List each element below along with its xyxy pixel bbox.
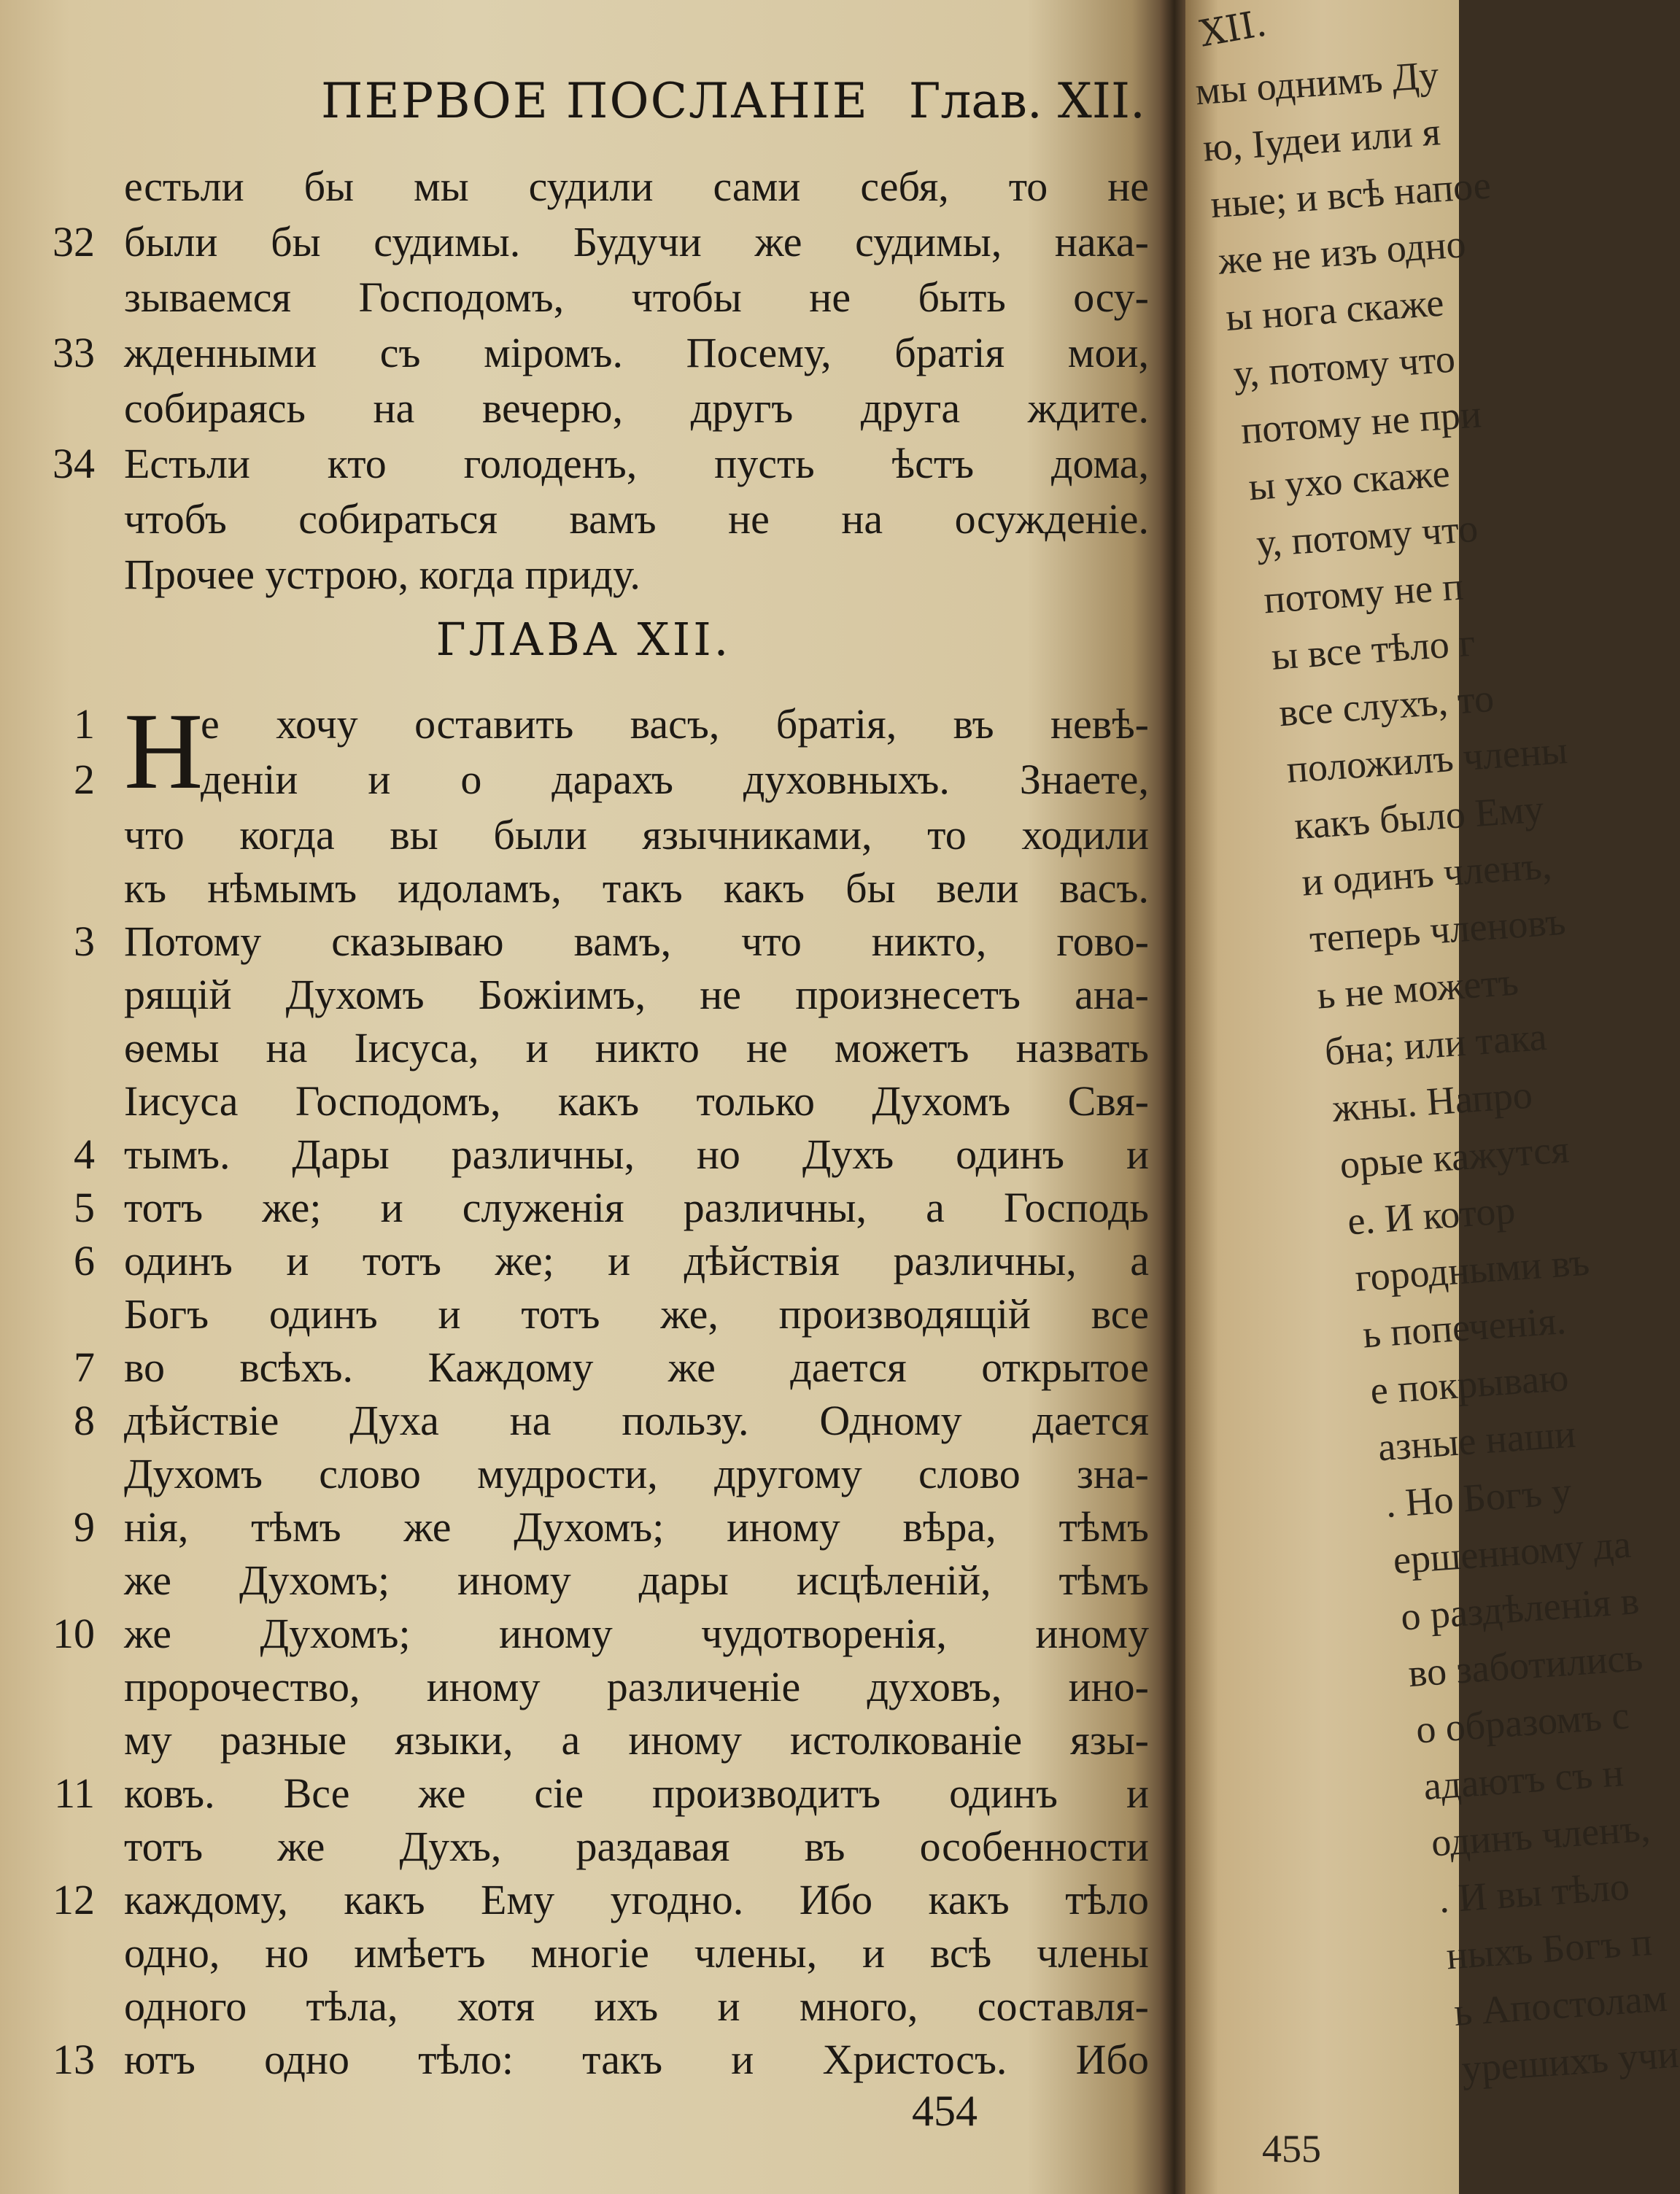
verse-number: 5: [74, 1184, 95, 1231]
text-line: ютъ одно тѣло: такъ и Христосъ. Ибо: [124, 2036, 1149, 2083]
text-line: дѣйствіе Духа на пользу. Одному дается: [124, 1397, 1149, 1444]
text-line: Потому сказываю вамъ, что никто, гово-: [124, 918, 1149, 965]
text-line: тотъ же; и служенія различны, а Господь: [124, 1184, 1149, 1231]
text-line: во всѣхъ. Каждому же дается открытое: [124, 1344, 1149, 1391]
right-page-line: ь не можетъ: [1315, 959, 1520, 1017]
right-page-line: ные; и всѣ напое: [1209, 163, 1493, 227]
chapter-heading: ГЛАВА XII.: [436, 613, 732, 666]
text-line: жденными съ міромъ. Посему, братія мои,: [124, 329, 1149, 376]
right-page-line: ершенному да: [1391, 1522, 1633, 1583]
verse-number: 8: [74, 1397, 95, 1444]
text-line: что когда вы были язычниками, то ходили: [124, 811, 1149, 858]
right-page-line: теперь членовъ: [1308, 899, 1568, 961]
drop-cap: Н: [124, 691, 204, 812]
verse-number: 3: [74, 918, 95, 965]
running-head-chapter: Глав. XII.: [908, 73, 1145, 129]
text-line: Богъ одинъ и тотъ же, производящій все: [124, 1290, 1149, 1338]
verse-number: 1: [74, 700, 95, 748]
right-page-line: урешихъ учи: [1460, 2031, 1680, 2091]
text-line: собираясь на вечерю, другъ друга ждите.: [124, 384, 1149, 432]
verse-number: 12: [53, 1876, 95, 1923]
text-line: же Духомъ; иному чудотворенія, иному: [124, 1610, 1149, 1657]
right-running-head: XII.: [1196, 1, 1270, 55]
right-page-line: орые кажутся: [1338, 1127, 1571, 1187]
text-line: же Духомъ; иному дары исцѣленій, тѣмъ: [124, 1557, 1149, 1604]
text-line: ковъ. Все же сіе производитъ одинъ и: [124, 1769, 1149, 1817]
verse-number: 2: [74, 756, 95, 803]
verse-number: 7: [74, 1344, 95, 1391]
right-page-line: адаютъ съ н: [1422, 1751, 1625, 1809]
text-line: къ нѣмымъ идоламъ, такъ какъ бы вели васъ.: [124, 864, 1149, 912]
verse-number: 32: [53, 218, 95, 265]
text-line: Іисуса Господомъ, какъ только Духомъ Свя-: [124, 1077, 1149, 1125]
verse-number: 4: [74, 1131, 95, 1178]
text-line: были бы судимы. Будучи же судимы, нака-: [124, 218, 1149, 265]
right-page-line: ы нога скаже: [1224, 280, 1446, 340]
right-page-line: городными въ: [1353, 1239, 1591, 1300]
right-page-line: е покрываю: [1369, 1355, 1571, 1413]
right-page-line: одинъ членъ,: [1429, 1805, 1652, 1865]
right-page-line: потому не при: [1239, 392, 1483, 453]
verse-number: 33: [53, 329, 95, 376]
text-line: одно, но имѣетъ многіе члены, и всѣ члены: [124, 1929, 1149, 1977]
right-page-line: же не изъ одно: [1216, 222, 1468, 283]
text-line: ѳемы на Іисуса, и никто не можетъ назвать: [124, 1024, 1149, 1071]
right-page-line: . И вы тѣло: [1437, 1864, 1631, 1922]
text-line: чтобъ собираться вамъ не на осужденіе.: [124, 495, 1149, 543]
text-line: одного тѣла, хотя ихъ и много, составля-: [124, 1982, 1149, 2030]
right-page-line: азные наши: [1376, 1411, 1577, 1470]
text-line: му разные языки, а иному истолкованіе язы-: [124, 1716, 1149, 1764]
text-line: естьли бы мы судили сами себя, то не: [124, 163, 1149, 210]
right-page-line: положилъ члены: [1285, 728, 1569, 791]
right-page-line: ь попеченія.: [1361, 1298, 1568, 1357]
verse-number: 11: [54, 1769, 95, 1817]
text-line: тотъ же Духъ, раздавая въ особенности: [124, 1823, 1149, 1870]
verse-number: 6: [74, 1237, 95, 1284]
text-line: рящій Духомъ Божіимъ, не произнесетъ ана-: [124, 971, 1149, 1018]
running-head: [124, 73, 1145, 139]
verse-number: 34: [53, 440, 95, 487]
page-number: 454: [912, 2087, 978, 2135]
text-line: Прочее устрою, когда приду.: [124, 551, 640, 598]
right-page-line: е. И котор: [1346, 1187, 1517, 1244]
right-page-line: мы однимъ Ду: [1193, 53, 1441, 114]
right-page-line: ь Апостолам: [1452, 1975, 1669, 2034]
text-line: деніи и о дарахъ духовныхъ. Знаете,: [201, 756, 1149, 803]
right-page-line: и одинъ членъ,: [1300, 842, 1553, 904]
text-line: е хочу оставить васъ, братія, въ невѣ-: [201, 700, 1149, 748]
verse-number: 13: [53, 2036, 95, 2083]
right-page-line: потому не п: [1262, 564, 1466, 622]
right-page-line: . Но Богъ у: [1384, 1469, 1573, 1526]
right-page-line: какъ было Ему: [1293, 786, 1546, 848]
running-head-title: ПЕРВОЕ ПОСЛАНІЕ: [321, 73, 869, 129]
text-line: каждому, какъ Ему угодно. Ибо какъ тѣло: [124, 1876, 1149, 1923]
right-page-line: у, потому что: [1255, 505, 1479, 565]
verse-number: 9: [74, 1503, 95, 1551]
right-page-line: о образомъ с: [1414, 1693, 1631, 1752]
right-page-number: 455: [1262, 2127, 1321, 2171]
right-page-line: ы ухо скаже: [1247, 451, 1452, 509]
book-gutter: [1160, 0, 1189, 2194]
right-page-line: о раздѣленія в: [1399, 1578, 1641, 1639]
text-line: одинъ и тотъ же; и дѣйствія различны, а: [124, 1237, 1149, 1284]
text-line: нія, тѣмъ же Духомъ; иному вѣра, тѣмъ: [124, 1503, 1149, 1551]
text-line: пророчество, иному различеніе духовъ, ино-: [124, 1663, 1149, 1710]
right-page-line: все слухъ, то: [1277, 675, 1495, 735]
right-page-line: ныхъ Богъ п: [1444, 1919, 1654, 1978]
right-page-line: у, потому что: [1231, 336, 1457, 396]
verse-number: 10: [53, 1610, 95, 1657]
text-line: Естьли кто голоденъ, пусть ѣстъ дома,: [124, 440, 1149, 487]
text-line: Духомъ слово мудрости, другому слово зна-: [124, 1450, 1149, 1497]
right-page-line: бна; или така: [1323, 1015, 1549, 1074]
right-page: [1185, 0, 1680, 2194]
right-page-line: жны. Напро: [1331, 1072, 1534, 1131]
text-line: тымъ. Дары различны, но Духъ одинъ и: [124, 1131, 1149, 1178]
right-page-line: ю, Іудеи или я: [1201, 109, 1442, 170]
right-page-line: во заботились: [1406, 1635, 1644, 1696]
text-line: зываемся Господомъ, чтобы не быть осу-: [124, 274, 1149, 321]
right-page-line: ы все тѣло г: [1269, 620, 1477, 678]
